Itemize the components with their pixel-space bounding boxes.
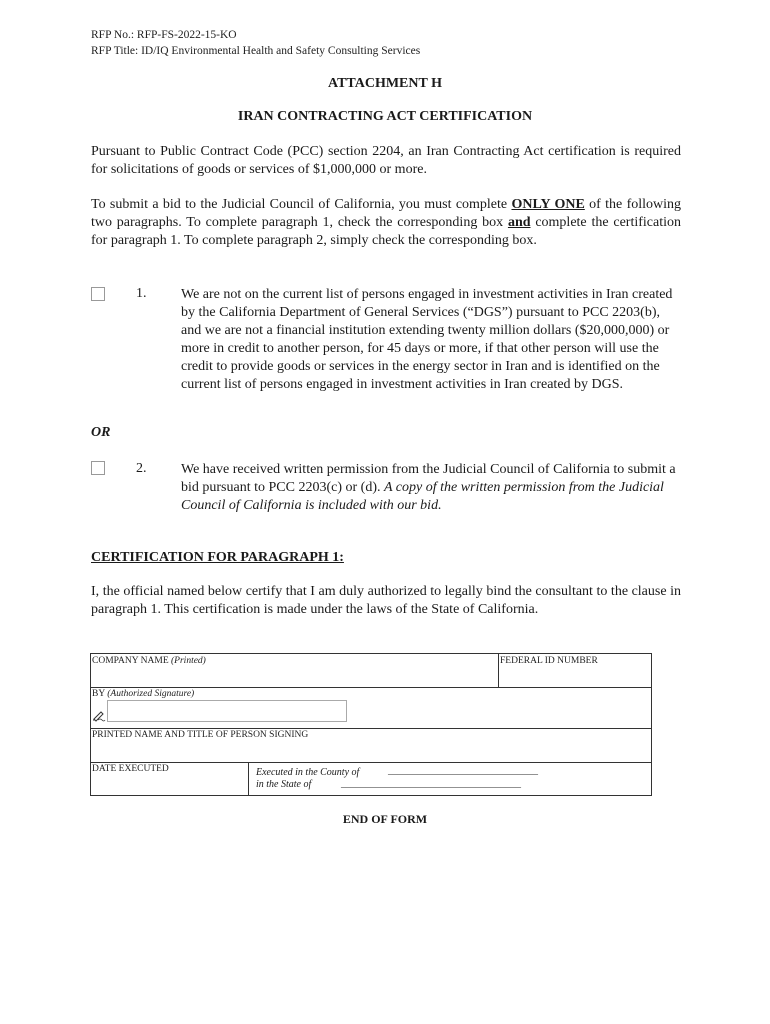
instructions-part1: To submit a bid to the Judicial Council of California, you must complete: [91, 197, 512, 212]
county-label: Executed in the County of: [256, 767, 360, 778]
instructions-part2: of the following two paragraphs. To complete paragraph 1, check the corresponding box: [91, 197, 682, 230]
signature-field[interactable]: [107, 700, 347, 722]
option2-checkbox[interactable]: [91, 461, 105, 475]
state-blank[interactable]: ____________________________________: [341, 778, 521, 789]
printed-name-field[interactable]: [93, 742, 648, 760]
instructions-paragraph: [91, 196, 681, 250]
document-title: IRAN CONTRACTING ACT CERTIFICATION: [237, 109, 533, 124]
rfp-title: RFP Title: ID/IQ Environmental Health and Safety Consulting Services: [91, 45, 421, 57]
company-name-label: [92, 656, 206, 666]
printed-name-label: PRINTED NAME AND TITLE OF PERSON SIGNING: [92, 730, 309, 740]
only-one-emphasis: ONLY ONE: [511, 197, 585, 212]
federal-id-label: FEDERAL ID NUMBER: [500, 656, 598, 666]
attachment-title: ATTACHMENT H: [328, 76, 442, 91]
company-name-field[interactable]: [93, 667, 493, 685]
option2-text-main: We have received written permission from the Judicial Council of California to submit a bid pursuant to PCC 2203(c) or (d).: [181, 462, 676, 495]
or-label: OR: [91, 425, 111, 440]
signature-pen-icon: [92, 708, 106, 722]
instructions-part3: complete the certification for paragraph 1. To complete paragraph 2, simply check the corresponding box.: [91, 215, 681, 248]
rfp-number: RFP No.: RFP-FS-2022-15-KO: [91, 29, 237, 41]
date-executed-field[interactable]: [93, 775, 245, 793]
certification-heading: CERTIFICATION FOR PARAGRAPH 1:: [91, 550, 344, 565]
state-label: in the State of: [256, 779, 312, 790]
by-label-text: BY: [92, 689, 108, 699]
federal-id-field[interactable]: [500, 667, 648, 685]
by-signature-label: [92, 689, 194, 699]
and-emphasis: and: [507, 215, 531, 230]
option2-number: 2.: [136, 461, 147, 476]
company-name-label-qualifier: (Printed): [171, 656, 206, 666]
by-label-qualifier: (Authorized Signature): [107, 689, 195, 699]
end-of-form-label: END OF FORM: [342, 812, 428, 826]
option1-text: We are not on the current list of persons engaged in investment activities in Iran created by the California Department of General Services (“DGS”) pursuant to PCC 2203(b), and we are not a financial institution extending twenty million dollars ($20,000,000) or more in credit to another person, for 45 days or more, if that other person will use the credit to provide goods or services in the energy sector in Iran and is identified on the current list of persons engaged in investment activities in Iran created by DGS.: [181, 287, 673, 392]
option2-text: [181, 461, 681, 515]
option1-checkbox[interactable]: [91, 287, 105, 301]
option1-number: 1.: [136, 286, 147, 301]
signature-form: [90, 653, 652, 796]
certification-text: I, the official named below certify that I am duly authorized to legally bind the consultant to the clause in paragraph 1. This certification is made under the laws of the State of California.: [91, 584, 681, 617]
county-blank[interactable]: ______________________________: [388, 765, 538, 776]
option2-text-italic: A copy of the written permission from the Judicial Council of California is included with our bid.: [181, 480, 664, 513]
company-name-label-text: COMPANY NAME: [92, 656, 172, 666]
date-executed-label: DATE EXECUTED: [92, 764, 169, 774]
intro-paragraph: Pursuant to Public Contract Code (PCC) section 2204, an Iran Contracting Act certification is required for solicitations of goods or services of $1,000,000 or more.: [91, 144, 681, 177]
